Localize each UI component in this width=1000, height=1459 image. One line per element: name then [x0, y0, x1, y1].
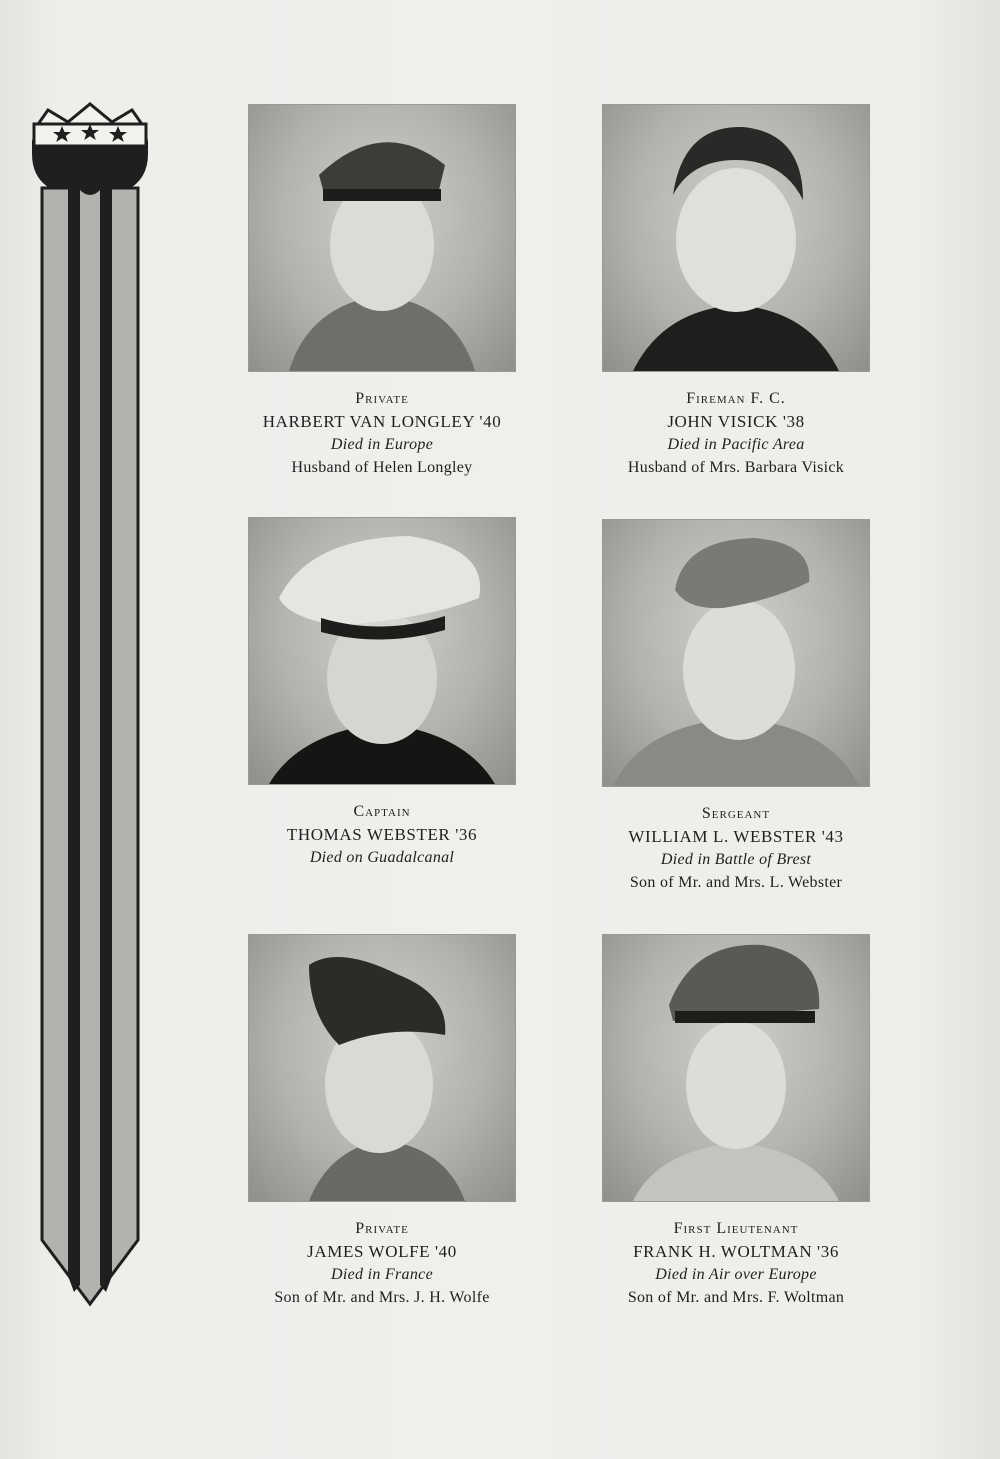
death-place: Died in France [331, 1266, 433, 1283]
name: WILLIAM L. WEBSTER '43 [628, 827, 844, 846]
rank: Private [355, 390, 409, 407]
name: HARBERT VAN LONGLEY '40 [262, 412, 502, 431]
memorial-card [586, 935, 886, 1309]
portrait-photo [249, 105, 515, 371]
relation: Son of Mr. and Mrs. J. H. Wolfe [274, 1289, 490, 1306]
death-place: Died on Guadalcanal [309, 849, 455, 866]
death-place: Died in Air over Europe [655, 1266, 817, 1283]
portrait-photo [249, 518, 515, 784]
memorial-ribbon-icon [28, 100, 152, 1310]
name: FRANK H. WOLTMAN '36 [633, 1242, 839, 1261]
portrait-photo [603, 105, 869, 371]
name: JOHN VISICK '38 [667, 412, 805, 431]
memorial-card [232, 518, 532, 869]
memorial-card [232, 105, 532, 479]
rank: Fireman F. C. [686, 390, 786, 407]
memorial-card [586, 105, 886, 479]
rank: First Lieutenant [673, 1220, 799, 1237]
memorial-card [586, 520, 886, 894]
memorial-card [232, 935, 532, 1309]
portrait-photo [249, 935, 515, 1201]
death-place: Died in Pacific Area [667, 436, 805, 453]
death-place: Died in Battle of Brest [660, 851, 812, 868]
relation: Son of Mr. and Mrs. F. Woltman [627, 1289, 845, 1306]
portrait-photo [603, 935, 869, 1201]
rank: Sergeant [701, 805, 771, 822]
name: JAMES WOLFE '40 [307, 1242, 457, 1261]
relation: Husband of Mrs. Barbara Visick [627, 459, 845, 476]
name: THOMAS WEBSTER '36 [286, 825, 478, 844]
relation: Son of Mr. and Mrs. L. Webster [629, 874, 843, 891]
death-place: Died in Europe [330, 436, 434, 453]
portrait-photo [603, 520, 869, 786]
rank: Private [355, 1220, 409, 1237]
rank: Captain [353, 803, 411, 820]
relation: Husband of Helen Longley [291, 459, 473, 476]
